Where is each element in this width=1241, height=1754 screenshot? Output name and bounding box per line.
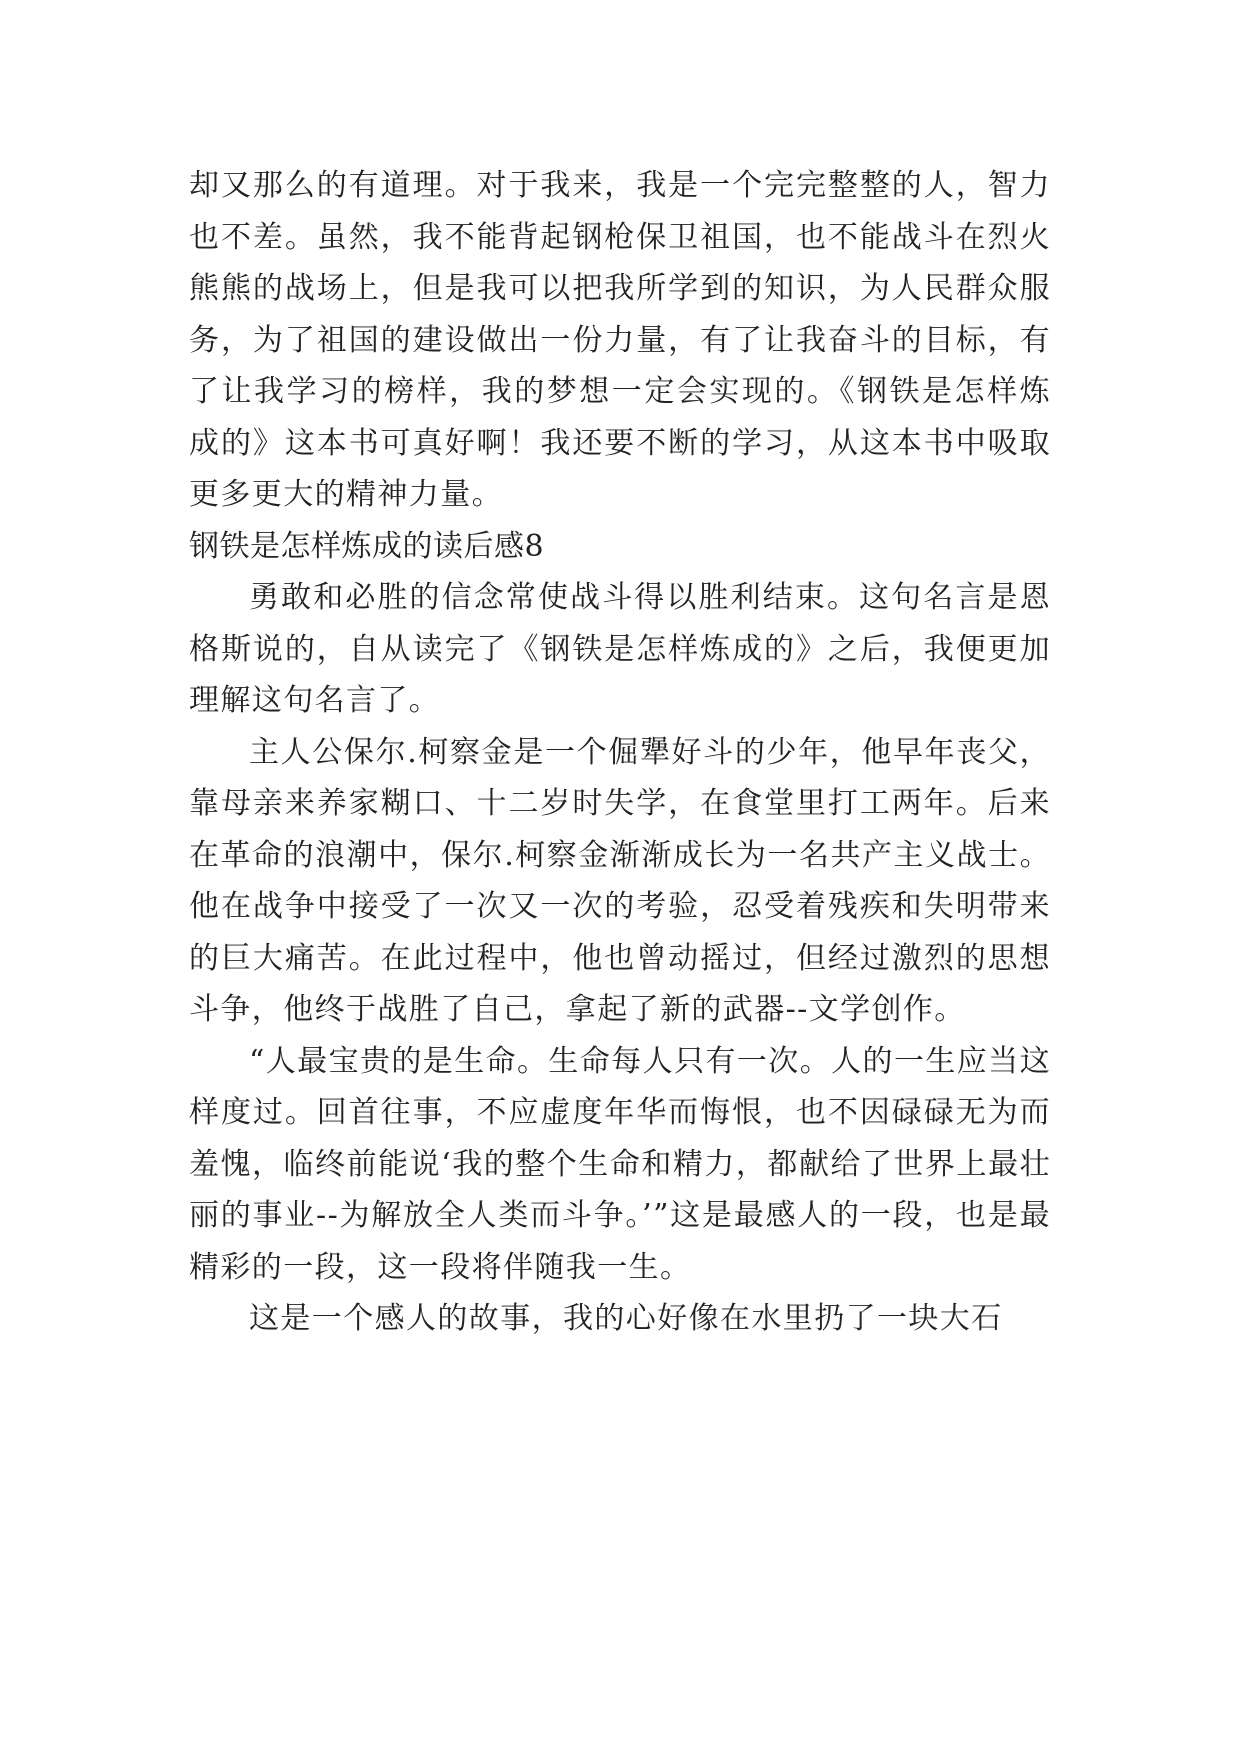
document-body xyxy=(189,160,1051,1345)
paragraph-2: 主人公保尔.柯察金是一个倔犟好斗的少年，他早年丧父，靠母亲来养家糊口、十二岁时失学，在食堂里打工两年。后来在革命的浪潮中，保尔.柯察金渐渐成长为一名共产主义战士。他在战争中接受了一次又一次的考验，忍受着残疾和失明带来的巨大痛苦。在此过程中，他也曾动摇过，但经过激烈的思想斗争，他终于战胜了自己，拿起了新的武器--文学创作。 xyxy=(189,734,1051,1027)
continued-paragraph: 却又那么的有道理。对于我来，我是一个完完整整的人，智力也不差。虽然，我不能背起钢枪保卫祖国，也不能战斗在烈火熊熊的战场上，但是我可以把我所学到的知识，为人民群众服务，为了祖国的建设做出一份力量，有了让我奋斗的目标，有了让我学习的榜样，我的梦想一定会实现的。《钢铁是怎样炼成的》这本书可真好啊！我还要不断的学习，从这本书中吸取更多更大的精神力量。 xyxy=(189,168,1051,512)
paragraph-1: 勇敢和必胜的信念常使战斗得以胜利结束。这句名言是恩格斯说的，自从读完了《钢铁是怎样炼成的》之后，我便更加理解这句名言了。 xyxy=(189,580,1051,718)
section-heading: 钢铁是怎样炼成的读后感8 xyxy=(189,528,545,564)
paragraph-3: “人最宝贵的是生命。生命每人只有一次。人的一生应当这样度过。回首往事，不应虚度年华而悔恨，也不因碌碌无为而羞愧，临终前能说‘我的整个生命和精力，都献给了世界上最壮丽的事业--为解放全人类而斗争。’”这是最感人的一段，也是最精彩的一段，这一段将伴随我一生。 xyxy=(189,1043,1051,1285)
paragraph-4: 这是一个感人的故事，我的心好像在水里扔了一块大石 xyxy=(249,1301,1003,1336)
